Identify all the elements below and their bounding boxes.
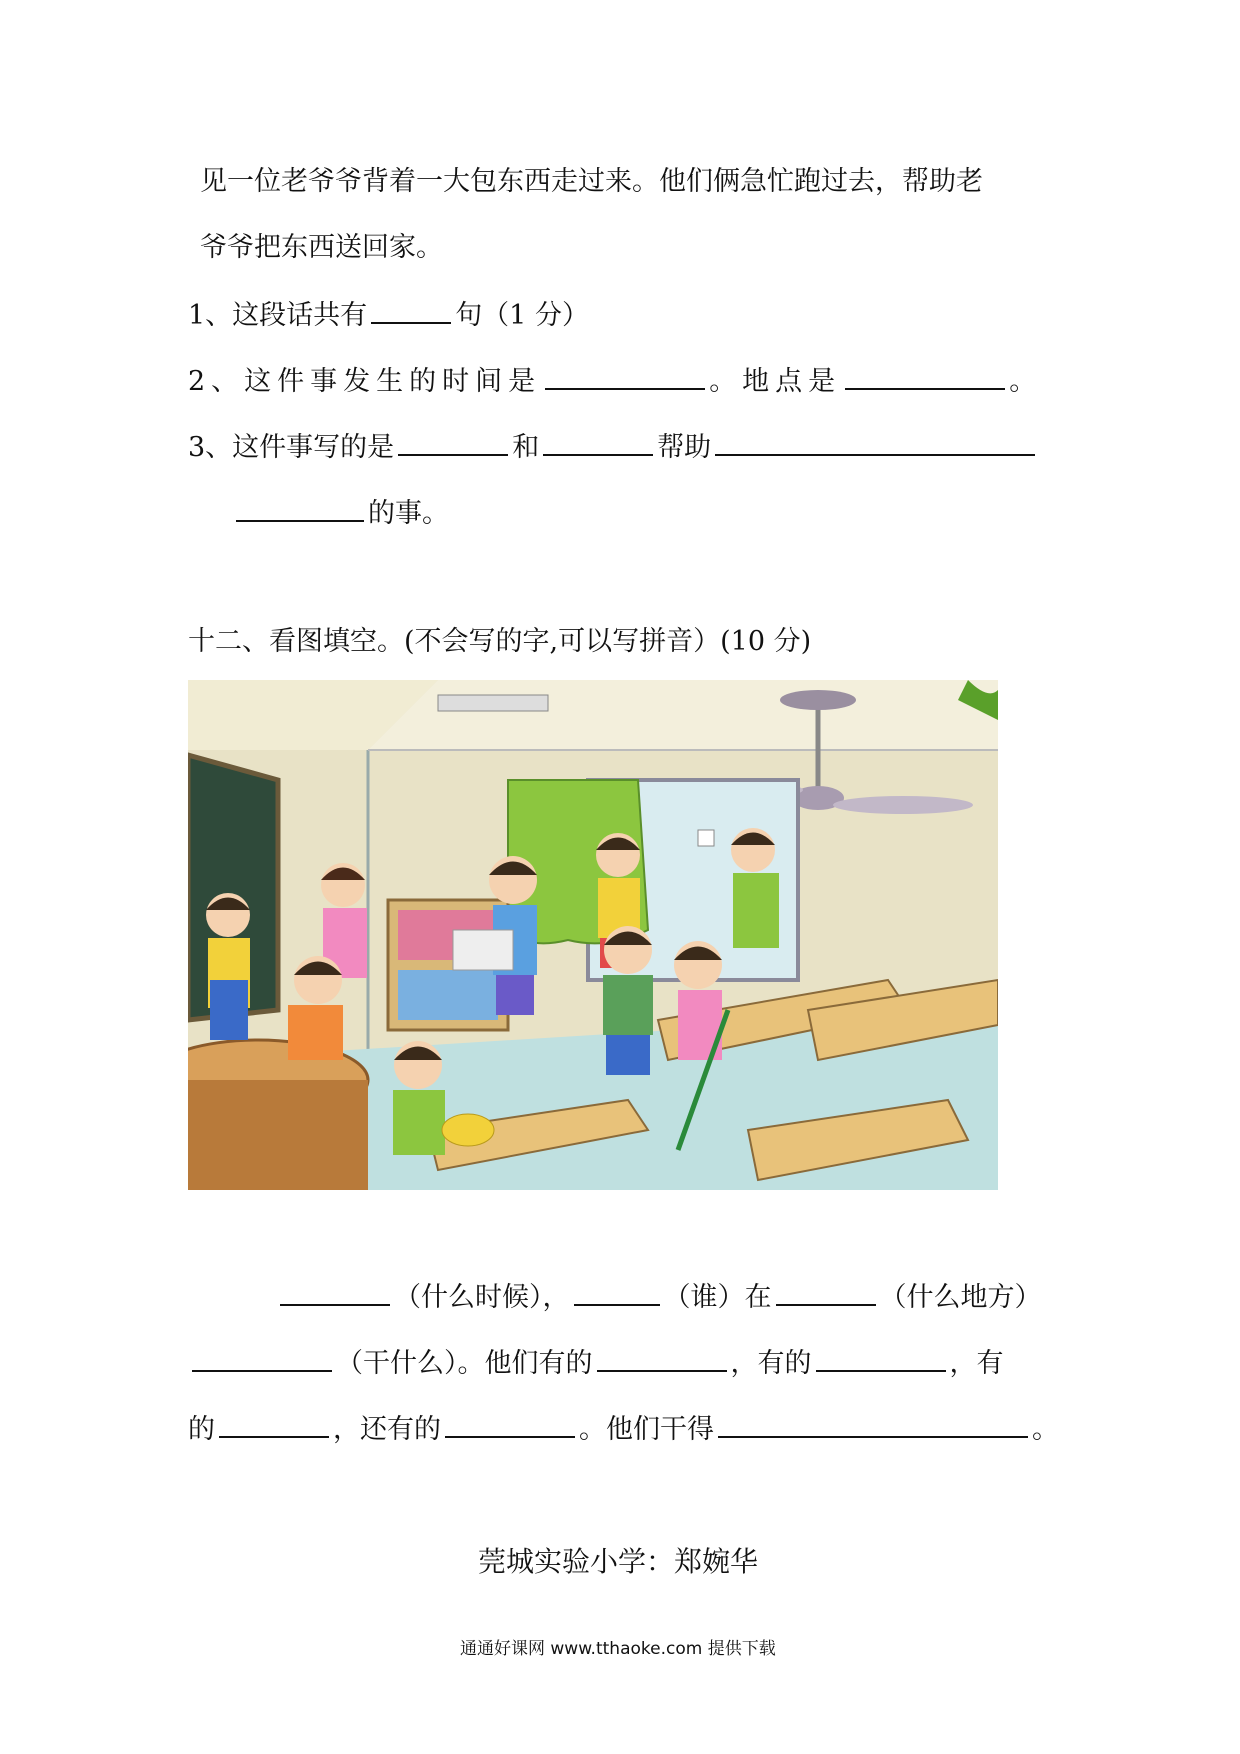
answer-blank[interactable]	[545, 364, 705, 390]
fan-mount	[780, 690, 856, 710]
question-3-continued	[232, 496, 449, 530]
section-12-title: 十二、看图填空。(不会写的字,可以写拼音）(10 分)	[188, 626, 812, 657]
author-signature: 莞城实验小学：郑婉华	[478, 1545, 759, 1578]
classroom-cleaning-illustration	[188, 680, 998, 1190]
child-wiping-desk	[603, 926, 653, 1075]
question-2-mid: 。地点是	[709, 366, 842, 397]
table-base	[188, 1080, 368, 1190]
fill-line-2	[188, 1346, 1004, 1380]
fan-blade	[833, 796, 973, 814]
question-2-prefix: 2、这件事发生的时间是	[188, 366, 542, 397]
answer-blank[interactable]	[597, 1346, 727, 1372]
child-cleaning-blackboard	[206, 893, 250, 1040]
fill-where: （什么地方）	[879, 1282, 1042, 1313]
passage-line-1: 见一位老爷爷背着一大包东西走过来。他们俩急忙跑过去，帮助老	[200, 166, 983, 197]
fill-doing: （干什么）。他们有的	[336, 1348, 593, 1379]
answer-blank[interactable]	[371, 298, 451, 324]
child-wiping-table	[288, 956, 343, 1060]
fill-who: （谁）在	[663, 1282, 772, 1313]
fill-line-3	[188, 1412, 1059, 1446]
answer-blank[interactable]	[236, 496, 364, 522]
answer-blank[interactable]	[398, 430, 508, 456]
question-3-prefix: 3、这件事写的是	[188, 432, 395, 463]
question-3-and: 和	[512, 432, 540, 463]
question-1-suffix: 句（1 分）	[455, 300, 589, 331]
fill-when: （什么时候），	[394, 1282, 570, 1313]
footer-credit: 通通好课网 www.tthaoke.com 提供下载	[460, 1639, 776, 1659]
question-1	[188, 298, 589, 332]
answer-blank[interactable]	[776, 1280, 876, 1306]
fill-line-1	[276, 1280, 1042, 1314]
answer-blank[interactable]	[574, 1280, 660, 1306]
ceiling-light	[438, 695, 548, 711]
question-3	[188, 430, 1039, 464]
fill-some1: ，有的	[730, 1348, 812, 1379]
question-2	[188, 364, 1042, 398]
answer-blank[interactable]	[445, 1412, 575, 1438]
books	[398, 970, 498, 1020]
fill-de: 的	[188, 1414, 215, 1445]
fill-end: 。	[1032, 1414, 1059, 1445]
ceiling	[368, 680, 998, 750]
question-2-end: 。	[1009, 366, 1043, 397]
answer-blank[interactable]	[715, 430, 1035, 456]
question-3-help: 帮助	[657, 432, 712, 463]
answer-blank[interactable]	[845, 364, 1005, 390]
classroom-illustration	[188, 680, 998, 1190]
answer-blank[interactable]	[219, 1412, 329, 1438]
answer-blank[interactable]	[192, 1346, 332, 1372]
question-3-end: 的事。	[368, 498, 449, 529]
answer-blank[interactable]	[718, 1412, 1028, 1438]
passage-line-2: 爷爷把东西送回家。	[200, 232, 443, 263]
question-1-prefix: 1、这段话共有	[188, 300, 368, 331]
answer-blank[interactable]	[816, 1346, 946, 1372]
fill-still: ，还有的	[333, 1414, 441, 1445]
answer-blank[interactable]	[280, 1280, 390, 1306]
answer-blank[interactable]	[543, 430, 653, 456]
fill-they-did: 。他们干得	[579, 1414, 714, 1445]
fill-comma-you: ，有	[949, 1348, 1004, 1379]
